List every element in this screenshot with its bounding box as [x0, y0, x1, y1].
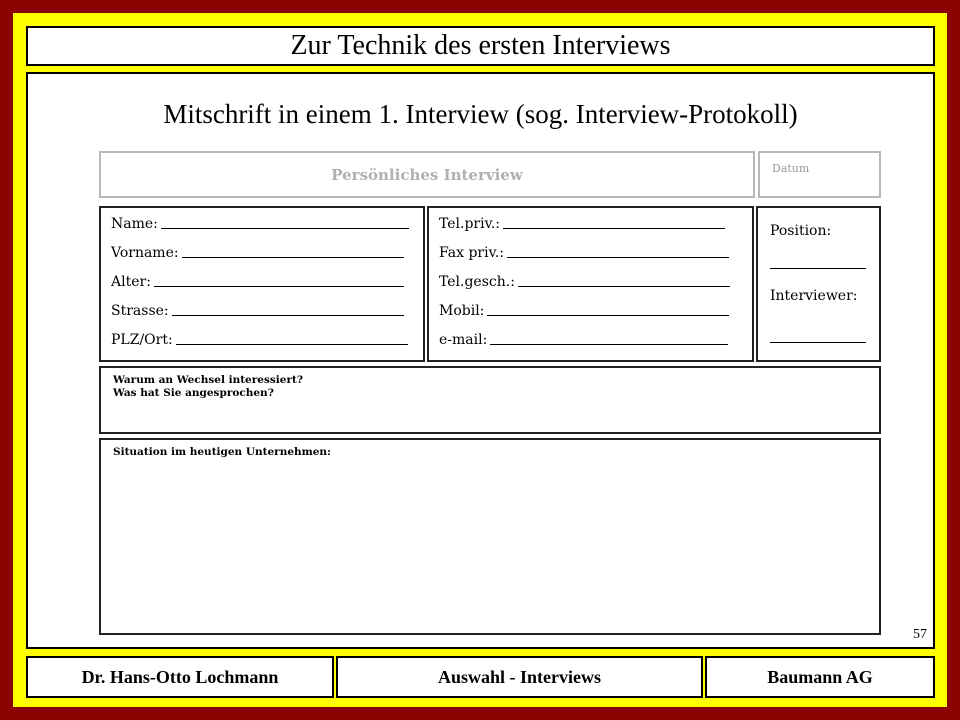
field-strasse: Strasse: [111, 303, 404, 319]
personal-fields-box [99, 206, 425, 362]
field-email: e-mail: [439, 332, 728, 348]
interviewer-line [770, 342, 866, 343]
slide-title: Zur Technik des ersten Interviews [26, 26, 935, 66]
position-label: Position: [770, 223, 832, 239]
field-alter: Alter: [111, 274, 404, 290]
field-mobil: Mobil: [439, 303, 729, 319]
footer-author: Dr. Hans-Otto Lochmann [26, 656, 334, 698]
form-header: Persönliches Interview [331, 165, 523, 184]
field-name: Name: [111, 216, 409, 232]
situation-label: Situation im heutigen Unternehmen: [113, 446, 331, 458]
footer-company: Baumann AG [705, 656, 935, 698]
question-1: Warum an Wechsel interessiert? [113, 374, 303, 386]
interview-form [99, 151, 883, 636]
field-tel-priv: Tel.priv.: [439, 216, 725, 232]
footer-topic: Auswahl - Interviews [336, 656, 703, 698]
form-header-box [99, 151, 755, 198]
field-vorname: Vorname: [111, 245, 404, 261]
questions-box [99, 366, 881, 434]
content-panel [26, 72, 935, 649]
contact-fields-box [427, 206, 754, 362]
situation-box [99, 438, 881, 635]
page-number: 57 [913, 627, 927, 642]
slide-subtitle: Mitschrift in einem 1. Interview (sog. Interview-Protokoll) [163, 99, 798, 129]
interviewer-label: Interviewer: [770, 288, 858, 304]
field-tel-gesch: Tel.gesch.: [439, 274, 730, 290]
field-plz-ort: PLZ/Ort: [111, 332, 408, 348]
date-label: Datum [772, 162, 810, 175]
position-box [756, 206, 881, 362]
position-line [770, 268, 866, 269]
date-box [758, 151, 881, 198]
question-2: Was hat Sie angesprochen? [113, 387, 274, 399]
field-fax-priv: Fax priv.: [439, 245, 729, 261]
